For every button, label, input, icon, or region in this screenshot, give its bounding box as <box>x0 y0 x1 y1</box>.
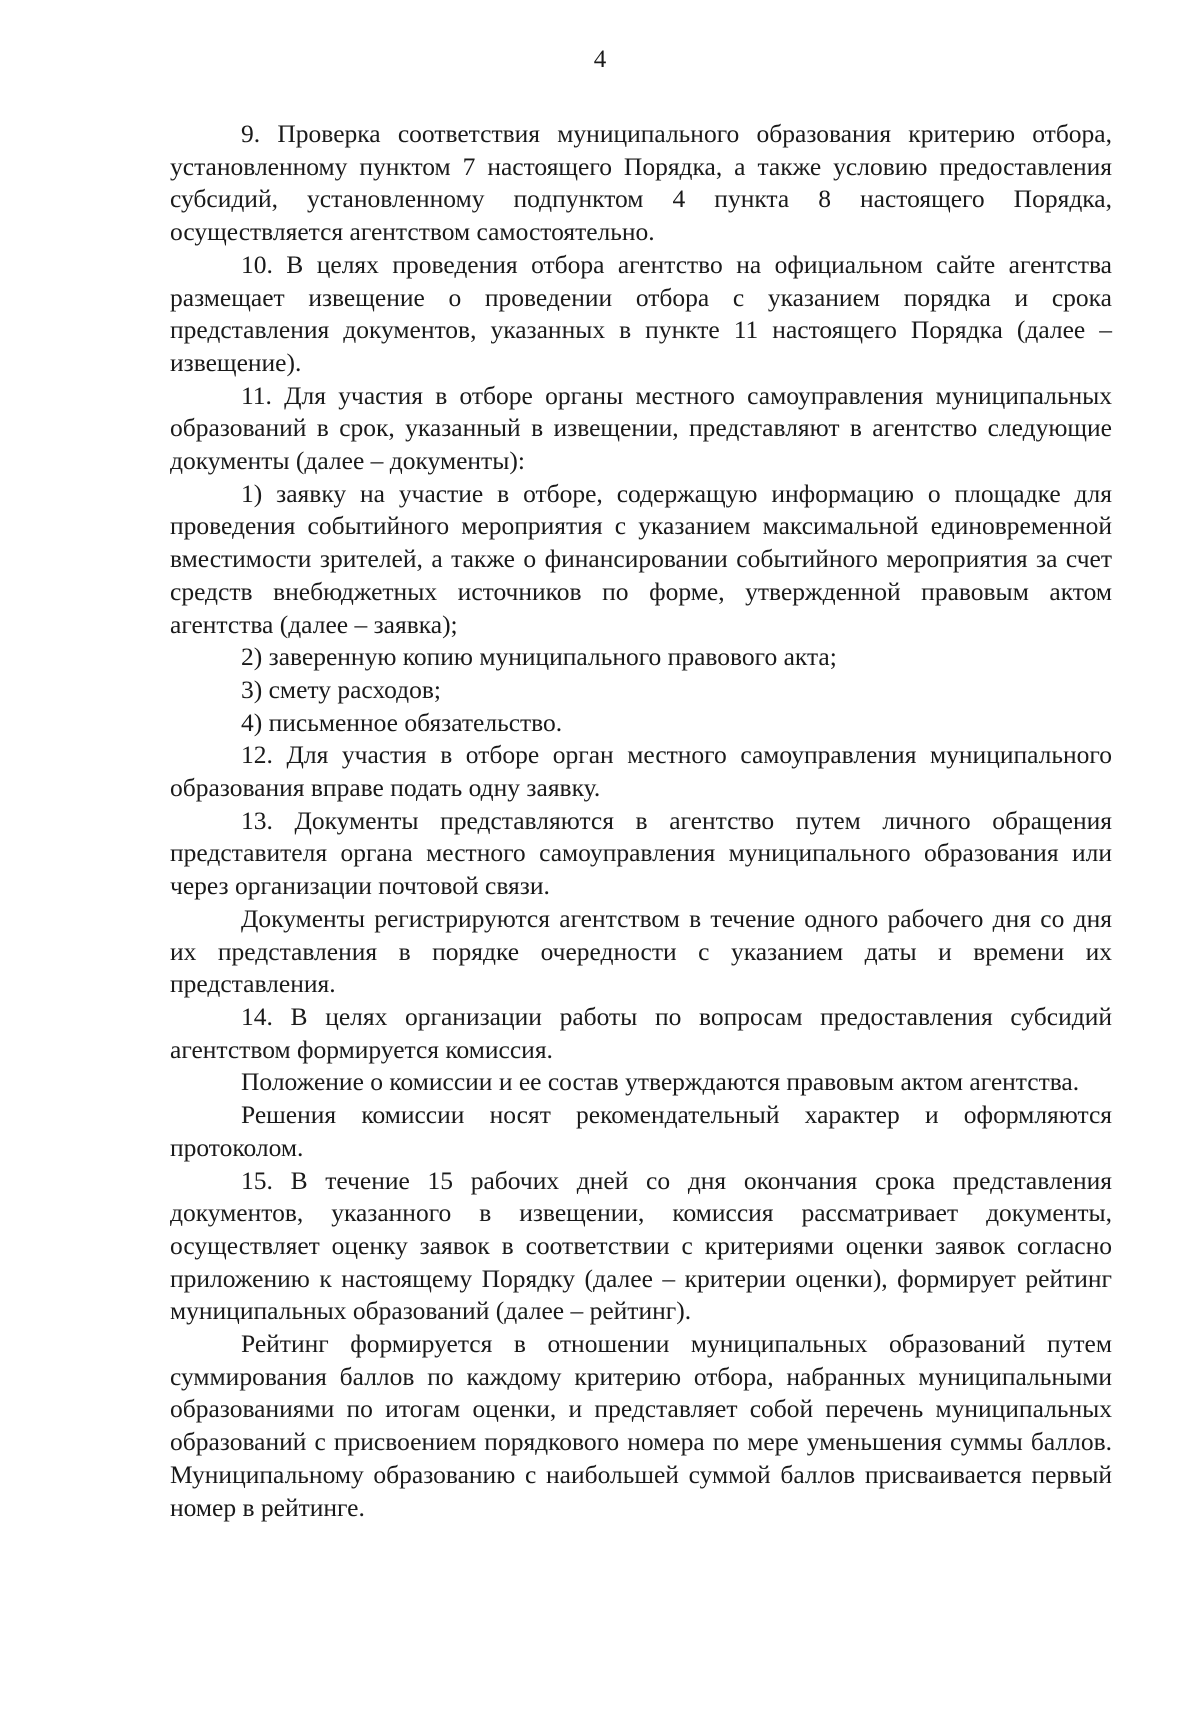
paragraph-14: 14. В целях организации работы по вопросам предоставления субсидий агентством формируется комиссия. <box>170 1001 1112 1064</box>
paragraph-13-cont: Документы регистрируются агентством в течение одного рабочего дня со дня их представления в порядке очередности с указанием даты и времени их представления. <box>170 903 1112 999</box>
paragraph-13: 13. Документы представляются в агентство путем личного обращения представителя органа местного самоуправления муниципального образования или через организации почтовой связи. <box>170 805 1112 901</box>
paragraph-15-cont: Рейтинг формируется в отношении муниципальных образований путем суммирования баллов по каждому критерию отбора, набранных муниципальными образованиями по итогам оценки, и представляет собой перечень муниципальных образований с присвоением порядкового номера по мере уменьшения суммы баллов. Муниципальному образованию с наибольшей суммой баллов присваивается первый номер в рейтинге. <box>170 1329 1112 1522</box>
paragraph-11-item-1: 1) заявку на участие в отборе, содержащую информацию о площадке для проведения событийного мероприятия с указанием максимальной единовременной вместимости зрителей, а также о финансировании событийного мероприятия за счет средств внебюджетных источников по форме, утвержденной правовым актом агентства (далее – заявка); <box>170 478 1112 639</box>
paragraph-15: 15. В течение 15 рабочих дней со дня окончания срока представления документов, указанного в извещении, комиссия рассматривает документы, осуществляет оценку заявок в соответствии с критериями оценки заявок согласно приложению к настоящему Порядку (далее – критерии оценки), формирует рейтинг муниципальных образований (далее – рейтинг). <box>170 1165 1112 1326</box>
paragraph-11-item-4: 4) письменное обязательство. <box>241 707 563 737</box>
paragraph-9: 9. Проверка соответствия муниципального образования критерию отбора, установленному пунктом 7 настоящего Порядка, а также условию предоставления субсидий, установленному подпунктом 4 пункта 8 настоящего Порядка, осуществляется агентством самостоятельно. <box>170 119 1112 247</box>
paragraph-11-item-2: 2) заверенную копию муниципального правового акта; <box>241 642 837 672</box>
page-number: 4 <box>593 46 607 73</box>
document-body <box>170 118 1112 1524</box>
paragraph-11: 11. Для участия в отборе органы местного самоуправления муниципальных образований в срок, указанный в извещении, представляют в агентство следующие документы (далее – документы): <box>170 380 1112 476</box>
paragraph-11-item-3: 3) смету расходов; <box>241 674 442 704</box>
paragraph-14-cont-2: Решения комиссии носят рекомендательный характер и оформляются протоколом. <box>170 1100 1112 1162</box>
paragraph-12: 12. Для участия в отборе орган местного самоуправления муниципального образования вправе подать одну заявку. <box>170 740 1112 803</box>
paragraph-14-cont-1: Положение о комиссии и ее состав утверждаются правовым актом агентства. <box>241 1067 1080 1097</box>
paragraph-10: 10. В целях проведения отбора агентство на официальном сайте агентства размещает извещение о проведении отбора с указанием порядка и срока представления документов, указанных в пункте 11 настоящего Порядка (далее – извещение). <box>170 249 1112 377</box>
